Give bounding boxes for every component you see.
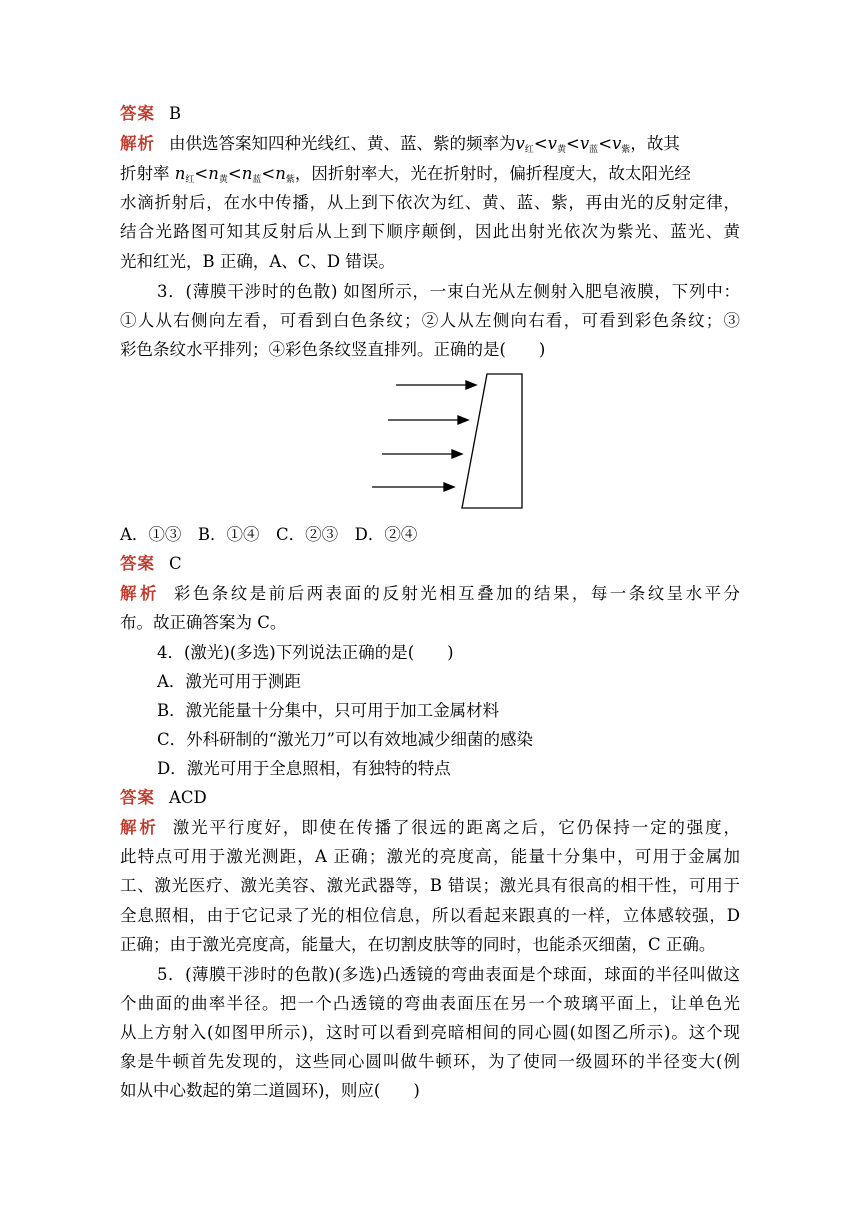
q4-option-a: A．激光可用于测距 (157, 672, 301, 691)
q5-stem-line-4: 象是牛顿首先发现的，这些同心圆叫做牛顿环，为了使同一级圆环的半径变大(例 (120, 1052, 740, 1071)
q4-option-c: C．外科研制的“激光刀”可以有效地减少细菌的感染 (157, 730, 533, 749)
subscript: 紫 (285, 175, 295, 185)
q5-stem-line-1: 5．(薄膜干涉时的色散)(多选)凸透镜的弯曲表面是个球面，球面的半径叫做这 (157, 965, 740, 984)
subscript: 红 (185, 175, 195, 185)
q4-analysis-line-5: 正确；由于激光亮度高，能量大，在切割皮肤等的同时，也能杀灭细菌，C 正确。 (120, 935, 716, 954)
symbol-v: v (612, 134, 622, 153)
q4-analysis-line-2: 此特点可用于激光测距，A 正确；激光的亮度高，能量十分集中，可用于金属加 (120, 847, 740, 866)
less-than: < (261, 164, 276, 183)
less-than: < (227, 164, 242, 183)
q2-analysis-line-1 (120, 130, 740, 164)
symbol-v: v (579, 134, 590, 153)
soap-film-figure (362, 368, 528, 514)
q3-analysis-line-1 (120, 580, 740, 608)
analysis-label: 解析 (120, 818, 159, 837)
q4-option-d: D．激光可用于全息照相，有独特的特点 (157, 759, 451, 778)
q3-stem-line-1: 3．(薄膜干涉时的色散) 如图所示，一束白光从左侧射入肥皂液膜，下列中： (157, 282, 740, 301)
arrowhead-2 (458, 416, 468, 424)
q4-analysis-line-4: 全息照相，由于它记录了光的相位信息，所以看起来跟真的一样，立体感较强，D (120, 906, 740, 925)
q3-options: A．①③ B．①④ C．②③ D．②④ (120, 525, 418, 544)
less-than: < (533, 134, 548, 153)
q2-analysis-line-5: 光和红光，B 正确，A、C、D 错误。 (120, 252, 395, 271)
symbol-n: n (275, 164, 286, 183)
answer-value: C (169, 554, 182, 573)
less-than: < (194, 164, 209, 183)
symbol-n: n (174, 164, 186, 183)
analysis-label: 解析 (120, 134, 155, 153)
q5-stem-line-5: 如从中心数起的第二道圆环)，则应( ) (120, 1081, 420, 1100)
q4-analysis-line-1 (120, 814, 740, 842)
arrowhead-1 (466, 381, 476, 389)
incident-light-arrows (372, 381, 476, 491)
symbol-n: n (208, 164, 219, 183)
subscript: 蓝 (589, 145, 599, 155)
q4-analysis-line-3: 工、激光医疗、激光美容、激光武器等，B 错误；激光具有很高的相干性，可用于 (120, 876, 740, 895)
q2-analysis-line-3: 水滴折射后，在水中传播，从上到下依次为红、黄、蓝、紫，再由光的反射定律， (120, 193, 740, 212)
q5-stem-line-3: 从上方射入(如图甲所示)，这时可以看到亮暗相间的同心圆(如图乙所示)。这个现 (120, 1023, 740, 1042)
subscript: 蓝 (252, 175, 262, 185)
soap-film (462, 374, 522, 508)
answer-value: B (169, 104, 182, 123)
analysis-text: 由供选答案知四种光线红、黄、蓝、紫的频率为 (169, 134, 516, 153)
analysis-text: 激光平行度好，即使在传播了很远的距离之后，它仍保持一定的强度， (172, 818, 740, 837)
subscript: 黄 (557, 145, 567, 155)
answer-label: 答案 (120, 104, 155, 123)
symbol-n: n (241, 164, 253, 183)
q3-stem-line-2: ①人从右侧向左看，可看到白色条纹；②人从左侧向右看，可看到彩色条纹；③ (120, 311, 740, 330)
q2-analysis-line-4: 结合光路图可知其反射后从上到下顺序颠倒，因此出射光依次为紫光、蓝光、黄 (120, 222, 740, 241)
q4-answer-line (120, 784, 740, 812)
analysis-text: ，故其 (630, 134, 680, 153)
arrowhead-4 (444, 483, 454, 491)
analysis-text: ，因折射率大，光在折射时，偏折程度大，故太阳光经 (294, 164, 691, 183)
less-than: < (598, 134, 613, 153)
q3-analysis-line-2: 布。故正确答案为 C。 (120, 613, 287, 632)
analysis-label: 解析 (120, 584, 160, 603)
analysis-text: 彩色条纹是前后两表面的反射光相互叠加的结果，每一条纹呈水平分 (173, 584, 741, 603)
subscript: 紫 (621, 145, 631, 155)
q3-answer-line (120, 550, 740, 578)
answer-label: 答案 (120, 788, 155, 807)
q4-stem: 4．(激光)(多选)下列说法正确的是( ) (157, 643, 454, 662)
q4-option-b: B．激光能量十分集中，只可用于加工金属材料 (157, 701, 500, 720)
q3-stem-line-3: 彩色条纹水平排列；④彩色条纹竖直排列。正确的是( ) (120, 340, 546, 359)
arrowhead-3 (452, 450, 462, 458)
symbol-v: v (515, 134, 525, 153)
symbol-v: v (547, 134, 557, 153)
q2-answer-line (120, 100, 740, 128)
answer-value: ACD (169, 788, 207, 807)
q5-stem-line-2: 个曲面的曲率半径。把一个凸透镜的弯曲表面压在另一个玻璃平面上，让单色光 (120, 994, 740, 1013)
answer-label: 答案 (120, 554, 155, 573)
subscript: 红 (524, 145, 534, 155)
subscript: 黄 (218, 175, 228, 185)
less-than: < (566, 134, 580, 153)
analysis-text: 折射率 (120, 164, 175, 183)
